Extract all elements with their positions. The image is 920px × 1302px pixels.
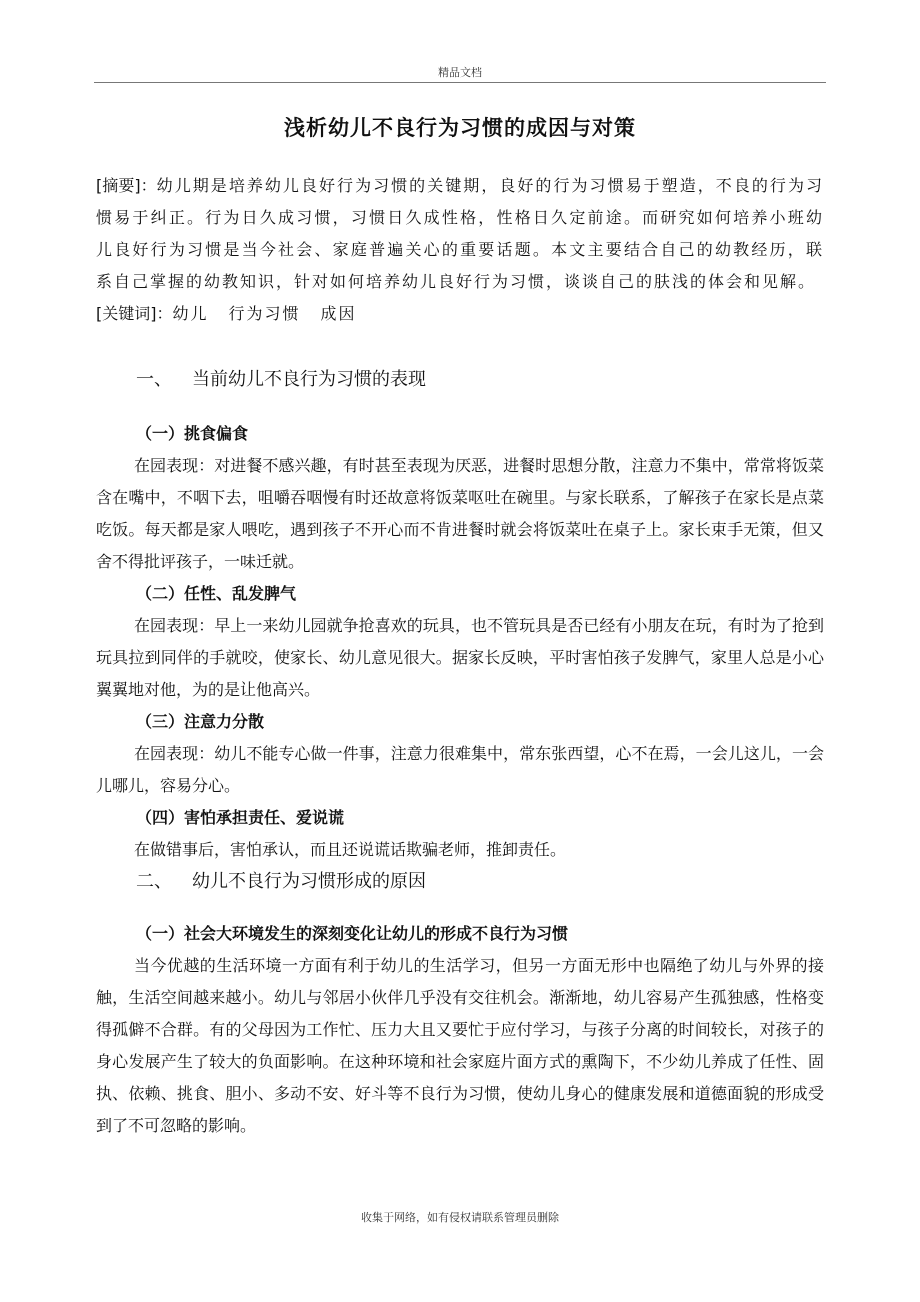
subsection-heading: （二）任性、乱发脾气 [136,584,297,603]
keyword: 行为习惯 [228,304,301,323]
section-heading [96,364,824,396]
abstract-label: [摘要]： [96,176,157,195]
page-header: 精品文档 [438,66,482,79]
keyword: 成因 [320,304,357,323]
section-number: 二、 [136,871,172,892]
subsection-paragraph: 在做错事后，害怕承认，而且还说谎话欺骗老师，推卸责任。 [134,840,567,859]
section-number: 一、 [136,369,172,390]
abstract-text: 幼儿期是培养幼儿良好行为习惯的关键期，良好的行为习惯易于塑造，不良的行为习惯易于纠正。行为日久成习惯，习惯日久成性格，性格日久定前途。而研究如何培养小班幼儿良好行为习惯是当今社会、家庭普遍关心的重要话题。本文主要结合自己的幼教经历，联系自己掌握的幼教知识，针对如何培养幼儿良好行为习惯，谈谈自己的肤浅的体会和见解。 [96,176,824,291]
header-divider [94,82,826,83]
section-title: 当前幼儿不良行为习惯的表现 [192,369,426,390]
section-title: 幼儿不良行为习惯形成的原因 [192,871,426,892]
abstract [96,170,824,298]
page-footer: 收集于网络，如有侵权请联系管理员删除 [361,1211,559,1224]
subsection-heading: （一）社会大环境发生的深刻变化让幼儿的形成不良行为习惯 [136,924,569,943]
keywords [96,298,824,330]
document-title: 浅析幼儿不良行为习惯的成因与对策 [284,116,636,140]
keywords-label: [关键词]： [96,304,173,323]
subsection-paragraph: 在园表现：幼儿不能专心做一件事，注意力很难集中，常东张西望，心不在焉，一会儿这儿，一会儿哪儿，容易分心。 [96,744,824,795]
subsection-heading: （三）注意力分散 [136,712,265,731]
document-body [96,170,824,1142]
subsection-paragraph: 在园表现：早上一来幼儿园就争抢喜欢的玩具，也不管玩具是否已经有小朋友在玩，有时为了抢到玩具拉到同伴的手就咬，使家长、幼儿意见很大。据家长反映，平时害怕孩子发脾气，家里人总是小心翼翼地对他，为的是让他高兴。 [96,616,824,699]
subsection-heading: （一）挑食偏食 [136,424,249,443]
subsection-heading: （四）害怕承担责任、爱说谎 [136,808,345,827]
subsection-paragraph: 在园表现：对进餐不感兴趣，有时甚至表现为厌恶，进餐时思想分散，注意力不集中，常常将饭菜含在嘴中，不咽下去，咀嚼吞咽慢有时还故意将饭菜呕吐在碗里。与家长联系，了解孩子在家长是点菜吃饭。每天都是家人喂吃，遇到孩子不开心而不肯进餐时就会将饭菜吐在桌子上。家长束手无策，但又舍不得批评孩子，一味迁就。 [96,456,824,571]
subsection-paragraph: 当今优越的生活环境一方面有利于幼儿的生活学习，但另一方面无形中也隔绝了幼儿与外界的接触，生活空间越来越小。幼儿与邻居小伙伴几乎没有交往机会。渐渐地，幼儿容易产生孤独感，性格变得孤僻不合群。有的父母因为工作忙、压力大且又要忙于应付学习，与孩子分离的时间较长，对孩子的身心发展产生了较大的负面影响。在这种环境和社会家庭片面方式的熏陶下，不少幼儿养成了任性、固执、依赖、挑食、胆小、多动不安、好斗等不良行为习惯，使幼儿身心的健康发展和道德面貌的形成受到了不可忽略的影响。 [96,956,824,1135]
keyword: 幼儿 [172,304,209,323]
section-heading [96,866,824,898]
